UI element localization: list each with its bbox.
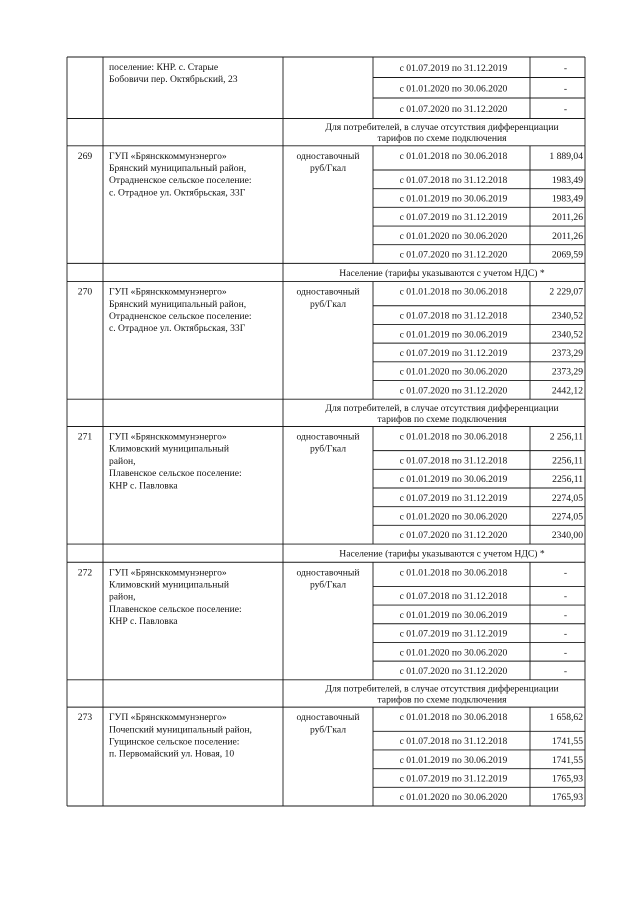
tariff-value: 2011,26 <box>552 230 583 242</box>
tariff-period: с 01.07.2020 по 31.12.2020 <box>399 530 508 542</box>
tariff-period: с 01.07.2020 по 31.12.2020 <box>399 385 508 397</box>
organization-line: Брянский муниципальный район, <box>109 298 247 310</box>
section-header-line: тарифов по схеме подключения <box>377 694 507 706</box>
tariff-period: с 01.07.2019 по 31.12.2019 <box>399 62 508 74</box>
tariff-value: 2 229,07 <box>549 286 583 298</box>
tariff-period: с 01.07.2019 по 31.12.2019 <box>399 492 508 504</box>
organization-line: ГУП «Брянсккоммунэнерго» <box>109 712 227 724</box>
tariff-value: 1741,55 <box>551 736 583 748</box>
tariff-value: 2373,29 <box>551 347 583 359</box>
tariff-period: с 01.07.2019 по 31.12.2019 <box>399 773 508 785</box>
tariff-value: 2256,11 <box>552 455 583 467</box>
tariff-value: 1983,49 <box>551 174 583 186</box>
tariff-period: с 01.01.2019 по 30.06.2019 <box>399 754 508 766</box>
organization-line: ГУП «Брянсккоммунэнерго» <box>109 286 227 298</box>
tariff-type-line: одноставочный <box>296 712 360 724</box>
section-header-line: тарифов по схеме подключения <box>377 133 507 145</box>
tariff-period: с 01.01.2020 по 30.06.2020 <box>399 83 508 95</box>
tariff-value: 2274,05 <box>551 511 583 523</box>
organization-line: Климовский муниципальный <box>109 579 230 591</box>
section-header-line: Для потребителей, в случае отсутствия дифференциации <box>325 122 559 134</box>
tariff-value: 2340,52 <box>551 329 583 341</box>
tariff-value: 1983,49 <box>551 193 583 205</box>
tariff-period: с 01.07.2020 по 31.12.2020 <box>399 103 508 115</box>
tariff-period: с 01.01.2018 по 30.06.2018 <box>399 286 508 298</box>
organization-line: КНР с. Павловка <box>109 480 178 492</box>
tariff-period: с 01.07.2020 по 31.12.2020 <box>399 665 508 677</box>
tariff-period: с 01.07.2019 по 31.12.2019 <box>399 628 508 640</box>
tariff-value: - <box>563 83 568 95</box>
organization-line: Плавенское сельское поселение: <box>109 603 242 615</box>
tariff-period: с 01.01.2018 по 30.06.2018 <box>399 567 508 579</box>
tariff-value: - <box>563 62 568 74</box>
tariff-period: с 01.01.2018 по 30.06.2018 <box>399 150 508 162</box>
organization-line: с. Отрадное ул. Октябрьская, 33Г <box>109 323 246 335</box>
tariff-value: - <box>563 609 568 621</box>
tariff-type-line: одноставочный <box>296 150 360 162</box>
tariff-period: с 01.01.2020 по 30.06.2020 <box>399 230 508 242</box>
tariff-value: - <box>563 628 568 640</box>
tariff-value: 2011,26 <box>552 212 583 224</box>
tariff-value: 2274,05 <box>551 492 583 504</box>
tariff-value: 1765,93 <box>551 792 583 804</box>
row-number: 269 <box>77 150 93 162</box>
tariff-value: - <box>563 665 568 677</box>
organization-line: Гущинское сельское поселение: <box>109 736 240 748</box>
tariff-period: с 01.07.2019 по 31.12.2019 <box>399 212 508 224</box>
tariff-period: с 01.07.2019 по 31.12.2019 <box>399 347 508 359</box>
tariff-value: 1 889,04 <box>549 150 583 162</box>
tariff-period: с 01.01.2019 по 30.06.2019 <box>399 474 508 486</box>
organization-line: с. Отрадное ул. Октябрьская, 33Г <box>109 187 246 199</box>
tariff-value: 1 658,62 <box>549 712 583 724</box>
tariff-period: с 01.01.2020 по 30.06.2020 <box>399 366 508 378</box>
section-header-line: Для потребителей, в случае отсутствия дифференциации <box>325 402 559 414</box>
section-header-line: Для потребителей, в случае отсутствия дифференциации <box>325 683 559 695</box>
tariff-period: с 01.07.2018 по 31.12.2018 <box>399 310 508 322</box>
tariff-period: с 01.01.2019 по 30.06.2019 <box>399 329 508 341</box>
row-number: 271 <box>77 431 93 443</box>
organization-line: Бобовичи пер. Октябрьский, 23 <box>109 74 238 86</box>
organization-line: ГУП «Брянсккоммунэнерго» <box>109 150 227 162</box>
row-number: 272 <box>77 567 93 579</box>
tariff-value: 2442,12 <box>551 385 583 397</box>
tariff-value: 2340,52 <box>551 310 583 322</box>
tariff-value: - <box>563 647 568 659</box>
tariff-period: с 01.01.2020 по 30.06.2020 <box>399 792 508 804</box>
tariff-value: - <box>563 103 568 115</box>
tariff-period: с 01.07.2018 по 31.12.2018 <box>399 455 508 467</box>
organization-line: Отрадненское сельское поселение: <box>109 311 252 323</box>
tariff-value: 1741,55 <box>551 754 583 766</box>
tariff-period: с 01.07.2018 по 31.12.2018 <box>399 591 508 603</box>
tariff-value: 2256,11 <box>552 474 583 486</box>
organization-line: ГУП «Брянсккоммунэнерго» <box>109 431 227 443</box>
tariff-type-line: руб/Гкал <box>309 579 347 591</box>
tariff-type-line: руб/Гкал <box>309 443 347 455</box>
tariff-type-line: одноставочный <box>296 567 360 579</box>
organization-line: поселение: КНР. с. Старые <box>109 62 219 73</box>
organization-line: Плавенское сельское поселение: <box>109 468 242 480</box>
tariff-period: с 01.01.2020 по 30.06.2020 <box>399 511 508 523</box>
tariff-type-line: руб/Гкал <box>309 298 347 310</box>
tariff-type-line: одноставочный <box>296 286 360 298</box>
tariff-value: 2373,29 <box>551 366 583 378</box>
organization-line: район, <box>109 591 136 603</box>
tariff-value: 1765,93 <box>551 773 583 785</box>
organization-line: Отрадненское сельское поселение: <box>109 175 252 187</box>
tariff-value: 2340,00 <box>551 530 583 542</box>
organization-line: район, <box>109 455 136 467</box>
tariff-period: с 01.01.2019 по 30.06.2019 <box>399 193 508 205</box>
tariff-period: с 01.01.2019 по 30.06.2019 <box>399 609 508 621</box>
organization-line: Климовский муниципальный <box>109 443 230 455</box>
tariff-period: с 01.01.2020 по 30.06.2020 <box>399 647 508 659</box>
organization-line: ГУП «Брянсккоммунэнерго» <box>109 567 227 579</box>
tariff-period: с 01.01.2018 по 30.06.2018 <box>399 431 508 443</box>
tariff-period: с 01.07.2018 по 31.12.2018 <box>399 174 508 186</box>
tariff-value: 2069,59 <box>551 249 583 261</box>
organization-line: Брянский муниципальный район, <box>109 163 247 175</box>
organization-line: КНР с. Павловка <box>109 616 178 628</box>
section-header-line: Население (тарифы указываются с учетом НДС) * <box>339 267 545 279</box>
tariff-value: 2 256,11 <box>549 431 583 443</box>
organization-line: Почепский муниципальный район, <box>109 724 252 736</box>
row-number: 270 <box>77 286 93 298</box>
tariff-type-line: руб/Гкал <box>309 163 347 175</box>
section-header-line: тарифов по схеме подключения <box>377 413 507 425</box>
row-number: 273 <box>77 712 93 724</box>
tariff-value: - <box>563 567 568 579</box>
tariff-value: - <box>563 591 568 603</box>
tariff-type-line: одноставочный <box>296 431 360 443</box>
tariff-type-line: руб/Гкал <box>309 724 347 736</box>
tariff-period: с 01.07.2020 по 31.12.2020 <box>399 249 508 261</box>
organization-line: п. Первомайский ул. Новая, 10 <box>109 748 235 760</box>
tariff-period: с 01.01.2018 по 30.06.2018 <box>399 712 508 724</box>
tariff-period: с 01.07.2018 по 31.12.2018 <box>399 736 508 748</box>
table-text <box>78 62 583 803</box>
section-header-line: Население (тарифы указываются с учетом НДС) * <box>339 548 545 560</box>
